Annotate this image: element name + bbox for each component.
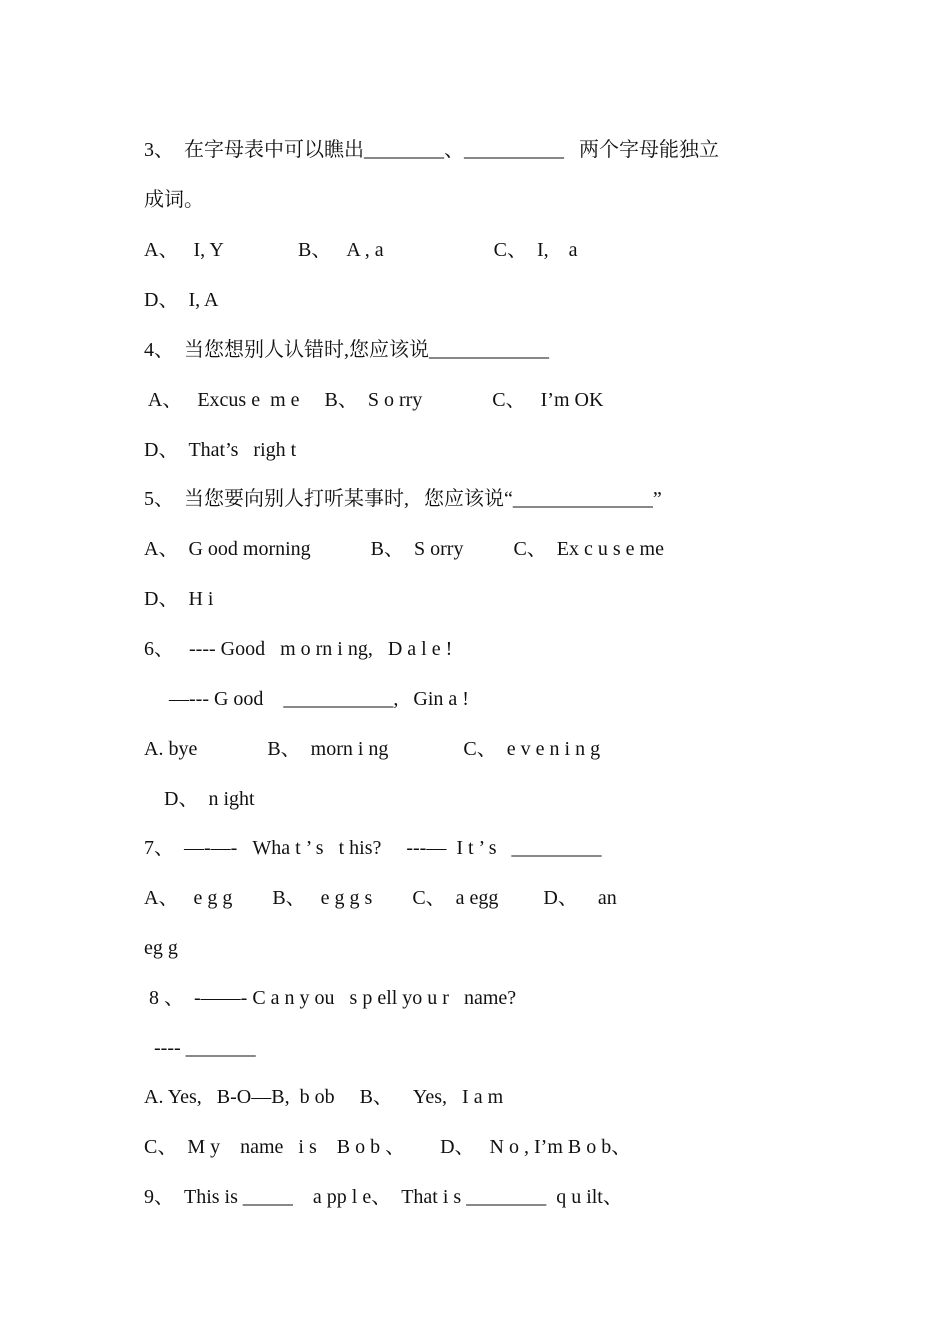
question-3-option-d: D、 I, A <box>144 289 219 311</box>
question-3-stem-cont: 成词。 <box>144 189 204 211</box>
question-8-options-cd: C、 M y name i s B o b 、 D、 N o , I’m B o b、 <box>144 1136 632 1158</box>
question-7-stem: 7、 —-—- Wha t ’ s t his? ---— I t ’ s _________ <box>144 837 602 859</box>
question-5-stem: 5、 当您要向别人打听某事时, 您应该说“______________” <box>144 488 662 510</box>
question-6-reply: —--- G ood ___________, Gin a ! <box>144 688 469 710</box>
question-6-stem: 6、 ---- Good m o rn i ng, D a l e ! <box>144 638 453 660</box>
question-8-reply: ---- _______ <box>144 1037 256 1059</box>
question-5-options: A、 G ood morning B、 S orry C、 Ex c u s e me <box>144 538 664 560</box>
question-8-options-ab: A. Yes, B-O—B, b ob B、 Yes, I a m <box>144 1086 504 1108</box>
question-6-option-d: D、 n ight <box>144 788 255 810</box>
question-4-options: A、 Excus e m e B、 S o rry C、 I’m OK <box>144 389 604 411</box>
question-9-stem: 9、 This is _____ a pp l e、 That i s ________ q u ilt、 <box>144 1186 623 1208</box>
question-7-options-cont: eg g <box>144 937 178 959</box>
question-7-options: A、 e g g B、 e g g s C、 a egg D、 an <box>144 887 617 909</box>
question-6-options: A. bye B、 morn i ng C、 e v e n i n g <box>144 738 601 760</box>
question-4-stem: 4、 当您想别人认错时,您应该说____________ <box>144 339 549 361</box>
question-4-option-d: D、 That’s righ t <box>144 439 297 461</box>
question-3-options: A、 I, Y B、 A , a C、 I, a <box>144 239 578 261</box>
question-5-option-d: D、 H i <box>144 588 214 610</box>
question-3-stem: 3、 在字母表中可以瞧出________、__________ 两个字母能独立 <box>144 139 719 161</box>
question-8-stem: 8 、 -——- C a n y ou s p ell yo u r name? <box>144 987 517 1009</box>
